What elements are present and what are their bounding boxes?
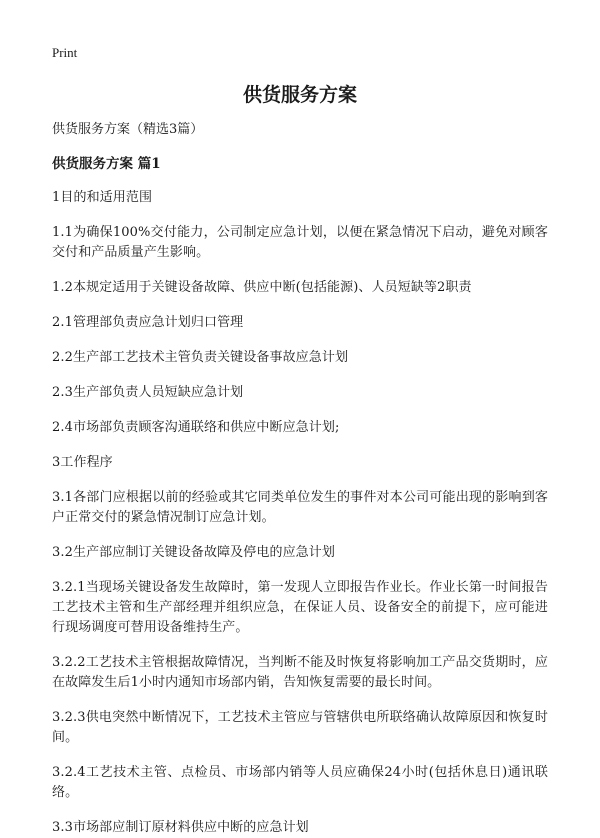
paragraph-3-2: 3.2生产部应制订关键设备故障及停电的应急计划	[52, 545, 335, 560]
print-label: Print	[52, 45, 78, 60]
document-title: 供货服务方案	[242, 84, 357, 106]
paragraph-2-4: 2.4市场部负责顾客沟通联络和供应中断应急计划;	[52, 420, 340, 435]
paragraph-3-3: 3.3市场部应制订原材料供应中断的应急计划	[52, 820, 309, 835]
document-subtitle: 供货服务方案（精选3篇）	[52, 122, 204, 137]
paragraph-3-1: 3.1各部门应根据以前的经验或其它同类单位发生的事件对本公司可能出现的影响到客户正常交付的紧急情况制订应急计划。	[52, 490, 548, 525]
paragraph-1-1: 1.1为确保100%交付能力，公司制定应急计划，以便在紧急情况下启动，避免对顾客交付和产品质量产生影响。	[52, 225, 548, 260]
section-heading: 供货服务方案 篇1	[52, 156, 161, 172]
paragraph-1-2: 1.2本规定适用于关键设备故障、供应中断(包括能源)、人员短缺等2职责	[52, 280, 472, 295]
paragraph-3-2-4: 3.2.4工艺技术主管、点检员、市场部内销等人员应确保24小时(包括休息日)通讯联络。	[52, 765, 548, 800]
paragraph-work-procedure: 3工作程序	[52, 455, 113, 470]
paragraph-2-3: 2.3生产部负责人员短缺应急计划	[52, 385, 244, 400]
paragraph-purpose-scope: 1目的和适用范围	[52, 190, 153, 205]
paragraph-3-2-3: 3.2.3供电突然中断情况下，工艺技术主管应与管辖供电所联络确认故障原因和恢复时间。	[52, 710, 548, 745]
paragraph-3-2-1: 3.2.1当现场关键设备发生故障时，第一发现人立即报告作业长。作业长第一时间报告工艺技术主管和生产部经理并组织应急，在保证人员、设备安全的前提下，应可能进行现场调度可替用设备维持生产。	[52, 580, 548, 635]
paragraph-2-1: 2.1管理部负责应急计划归口管理	[52, 315, 244, 330]
paragraph-3-2-2: 3.2.2工艺技术主管根据故障情况，当判断不能及时恢复将影响加工产品交货期时，应在故障发生后1小时内通知市场部内销，告知恢复需要的最长时间。	[52, 655, 548, 690]
paragraph-2-2: 2.2生产部工艺技术主管负责关键设备事故应急计划	[52, 350, 349, 365]
